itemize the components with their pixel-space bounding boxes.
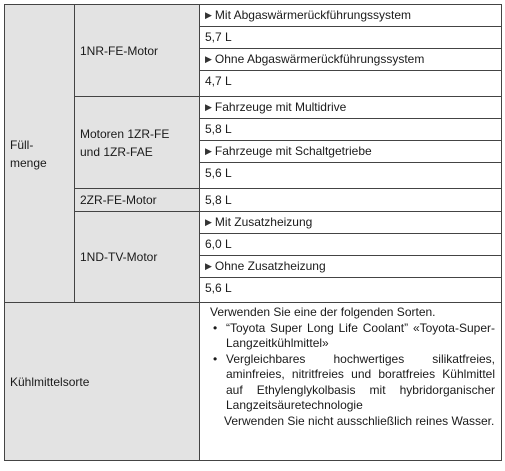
fill-label-line1: Füll- bbox=[10, 137, 34, 152]
volume-value: 6,0 L bbox=[205, 237, 232, 251]
volume-value: 5,6 L bbox=[205, 281, 232, 295]
triangle-right-icon: ▶ bbox=[205, 146, 212, 156]
engine-name-line: 1ND-TV-Motor bbox=[80, 250, 158, 264]
triangle-right-icon: ▶ bbox=[205, 102, 212, 112]
coolant-intro: Verwenden Sie eine der folgenden Sorten. bbox=[210, 305, 436, 319]
volume-value: 5,6 L bbox=[205, 166, 232, 180]
coolant-type-label bbox=[5, 303, 200, 461]
triangle-right-icon: ▶ bbox=[205, 217, 212, 227]
specs-table bbox=[4, 4, 502, 461]
engine-name-1nr bbox=[75, 5, 200, 97]
coolant-description bbox=[200, 303, 502, 461]
option-label: Ohne Abgaswärmerückführungssystem bbox=[214, 52, 425, 66]
coolant-bullet-list bbox=[210, 321, 495, 414]
option-label: Fahrzeuge mit Schaltgetriebe bbox=[214, 144, 372, 158]
option-label: Fahrzeuge mit Multidrive bbox=[214, 100, 347, 114]
engine-name-line: und 1ZR-FAE bbox=[80, 144, 153, 159]
fill-label-line2: menge bbox=[10, 155, 47, 170]
fill-quantity-label bbox=[5, 5, 75, 303]
engine-name-1nd bbox=[75, 212, 200, 303]
option-label: Mit Abgaswärmerückführungssystem bbox=[214, 8, 411, 22]
option-label: Ohne Zusatzheizung bbox=[214, 259, 326, 273]
coolant-note: Verwenden Sie nicht ausschließlich reines Wasser. bbox=[224, 413, 495, 428]
volume-value: 5,8 L bbox=[205, 192, 232, 207]
engine-values-1zr bbox=[200, 97, 502, 189]
engine-values-1nr bbox=[200, 5, 502, 97]
coolant-label-text: Kühlmittelsorte bbox=[10, 374, 90, 389]
engine-name-1zr bbox=[75, 97, 200, 189]
list-item: • “Toyota Super Long Life Coolant” «Toyota-Super-Langzeitkühlmittel» bbox=[224, 321, 495, 352]
engine-values-1nd bbox=[200, 212, 502, 303]
triangle-right-icon: ▶ bbox=[205, 10, 212, 20]
list-item: • Vergleichbares hochwertiges silikatfreies, aminfreies, nitritfreies und boratfreies Kühlmittel auf Ethylenglykolbasis mit hybridorganischer Langzeitsäuretechnologie bbox=[224, 352, 495, 414]
engine-name-2zr bbox=[75, 189, 200, 212]
engine-name-line: Motoren 1ZR-FE bbox=[80, 126, 170, 141]
volume-value: 4,7 L bbox=[205, 74, 232, 88]
volume-value: 5,8 L bbox=[205, 122, 232, 136]
triangle-right-icon: ▶ bbox=[205, 261, 212, 271]
option-label: Mit Zusatzheizung bbox=[214, 215, 313, 229]
engine-name-line: 2ZR-FE-Motor bbox=[80, 193, 157, 207]
engine-name-line: 1NR-FE-Motor bbox=[80, 43, 159, 58]
triangle-right-icon: ▶ bbox=[205, 54, 212, 64]
volume-value: 5,7 L bbox=[205, 30, 232, 44]
engine-values-2zr bbox=[200, 189, 502, 212]
